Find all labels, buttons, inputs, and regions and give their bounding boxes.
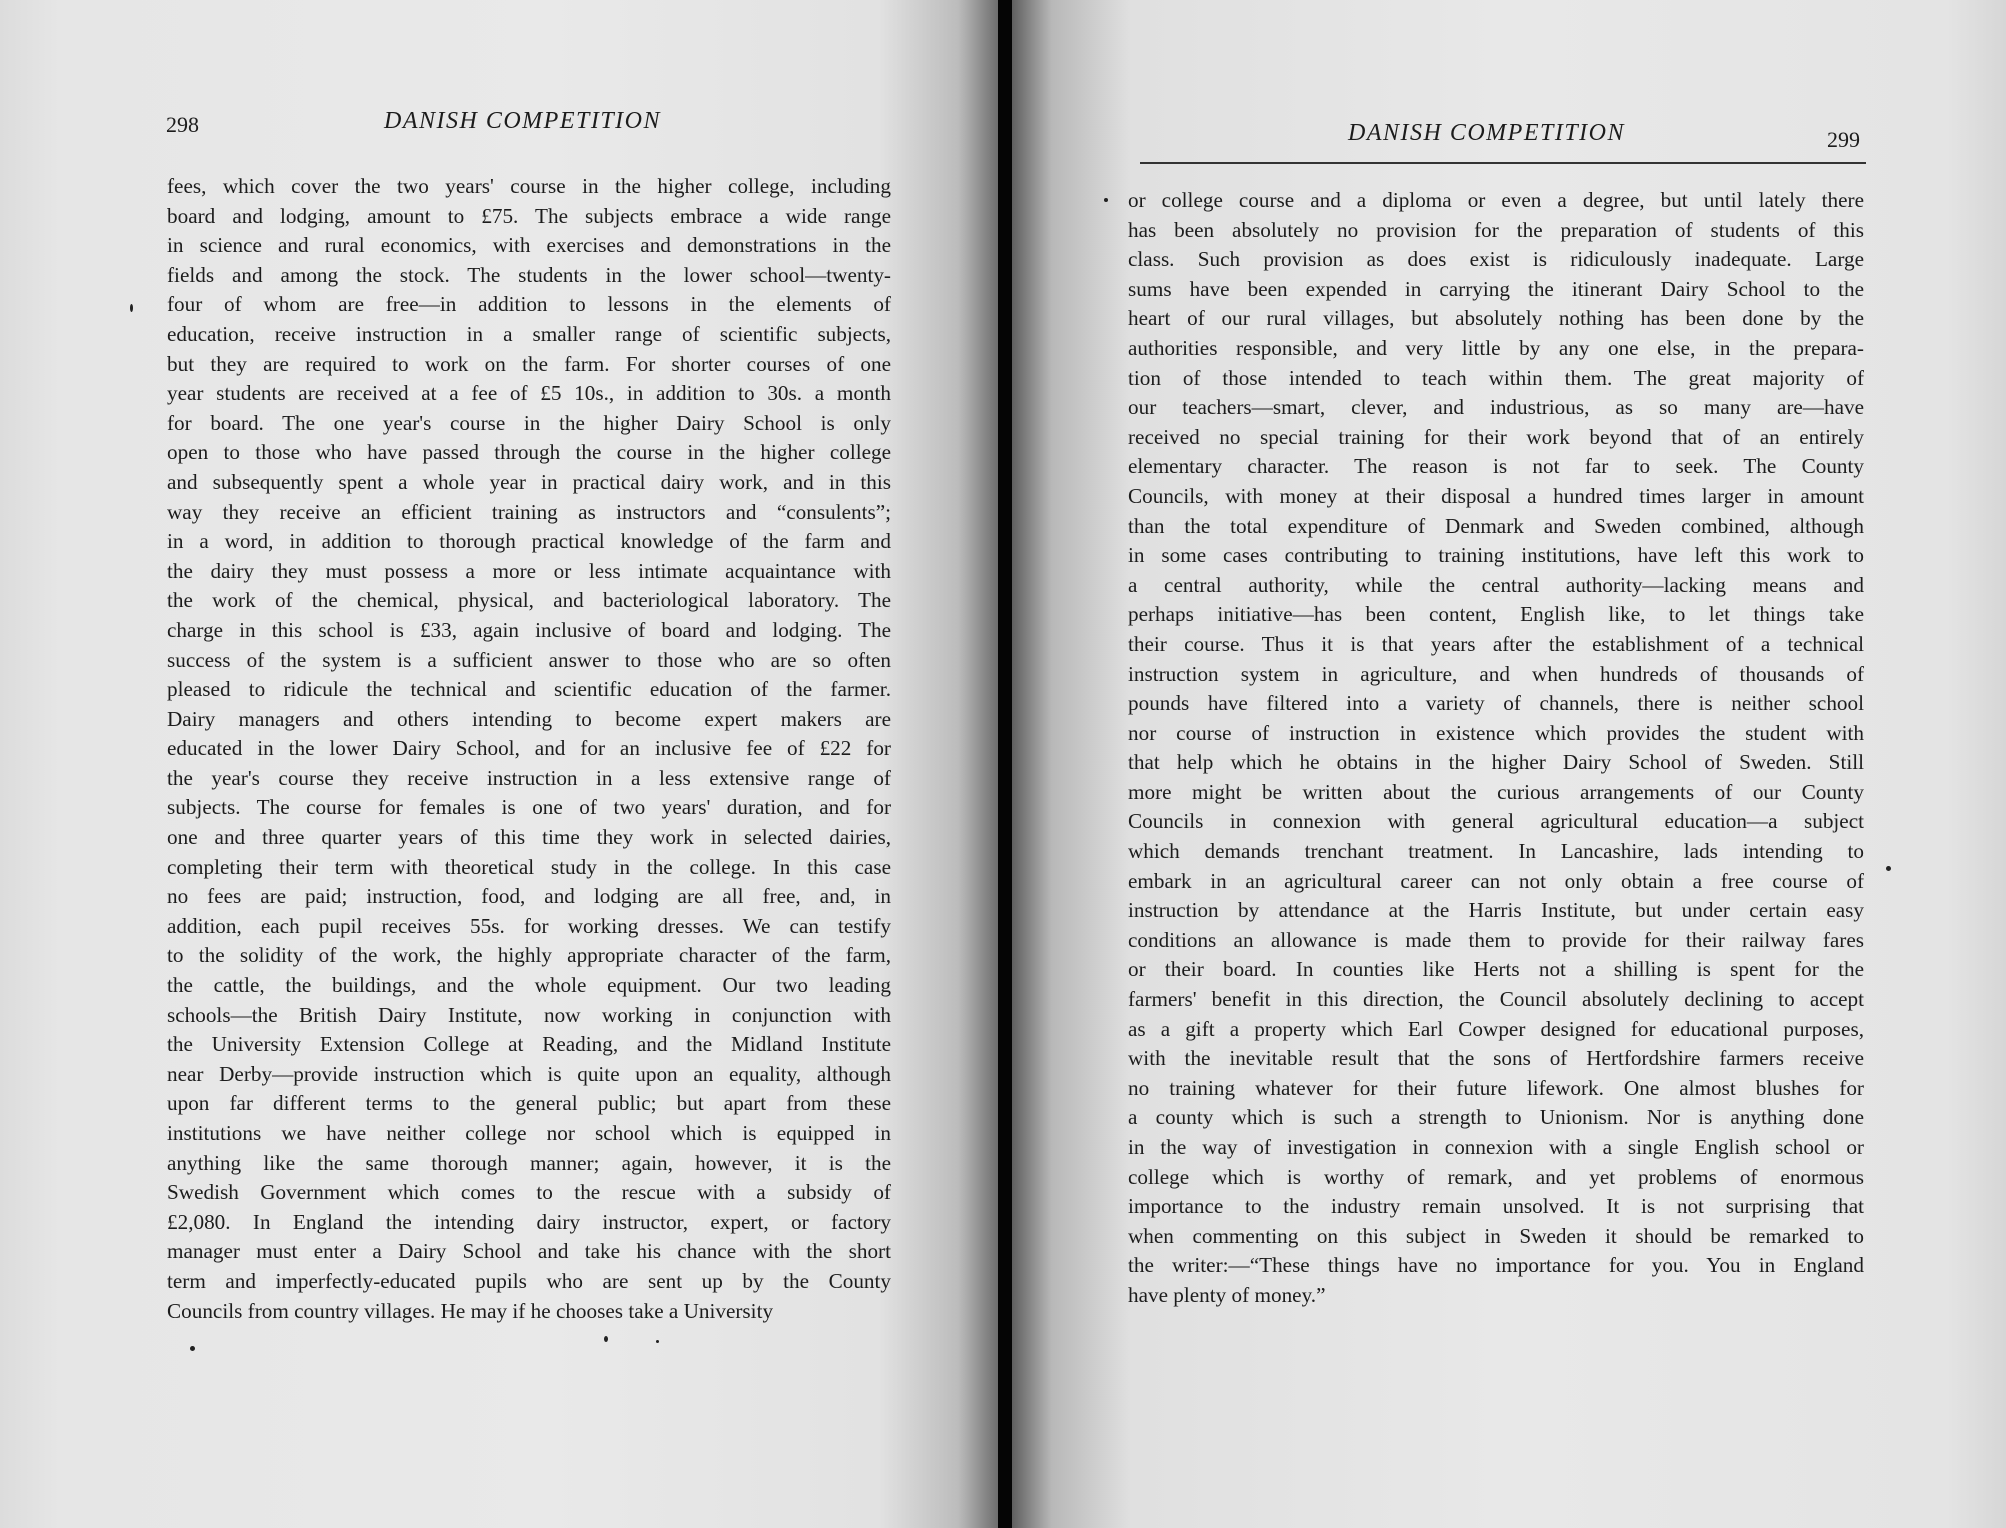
text-line: sums have been expended in carrying the itinerant Dairy School to the: [1128, 276, 1864, 301]
text-line: the cattle, the buildings, and the whole equipment. Our two leading: [167, 973, 891, 998]
print-speck: [190, 1346, 195, 1351]
text-line: manager must enter a Dairy School and take his chance with the short: [167, 1239, 891, 1264]
page-number: 298: [166, 112, 199, 137]
text-line: more might be written about the curious arrangements of our County: [1128, 779, 1864, 804]
text-line: £2,080. In England the intending dairy instructor, expert, or factory: [167, 1209, 891, 1234]
text-line: than the total expenditure of Denmark and Sweden combined, although: [1128, 513, 1864, 538]
text-line: authorities responsible, and very little by any one else, in the prepara-: [1128, 335, 1864, 360]
text-line: Councils, with money at their disposal a hundred times larger in amount: [1128, 483, 1864, 508]
right-page: [1012, 0, 2006, 1528]
text-line: conditions an allowance is made them to provide for their railway fares: [1128, 927, 1864, 952]
text-line: in science and rural economics, with exercises and demonstrations in the: [167, 233, 891, 258]
text-line: charge in this school is £33, again inclusive of board and lodging. The: [167, 617, 891, 642]
text-line: anything like the same thorough manner; again, however, it is the: [167, 1150, 891, 1175]
text-line: and subsequently spent a whole year in practical dairy work, and in this: [167, 469, 891, 494]
text-line: the writer:—“These things have no importance for you. You in England: [1128, 1253, 1864, 1278]
text-line: which demands trenchant treatment. In Lancashire, lads intending to: [1128, 839, 1864, 864]
text-line: when commenting on this subject in Sweden it should be remarked to: [1128, 1223, 1864, 1248]
text-line: the dairy they must possess a more or less intimate acquaintance with: [167, 558, 891, 583]
text-line: with the inevitable result that the sons of Hertfordshire farmers receive: [1128, 1046, 1864, 1071]
text-line: but they are required to work on the farm. For shorter courses of one: [167, 351, 891, 376]
text-line: education, receive instruction in a smaller range of scientific subjects,: [167, 321, 891, 346]
text-line: as a gift a property which Earl Cowper designed for educational purposes,: [1128, 1016, 1864, 1041]
text-line: Councils in connexion with general agricultural education—a subject: [1128, 809, 1864, 834]
text-line: the University Extension College at Reading, and the Midland Institute: [167, 1032, 891, 1057]
text-line: that help which he obtains in the higher Dairy School of Sweden. Still: [1128, 750, 1864, 775]
text-line: educated in the lower Dairy School, and for an inclusive fee of £22 for: [167, 736, 891, 761]
print-speck: [1104, 198, 1108, 202]
text-line: success of the system is a sufficient answer to those who are so often: [167, 647, 891, 672]
text-line: completing their term with theoretical study in the college. In this case: [167, 854, 891, 879]
text-line: tion of those intended to teach within them. The great majority of: [1128, 365, 1864, 390]
text-line: fees, which cover the two years' course in the higher college, including: [167, 174, 891, 198]
text-line: heart of our rural villages, but absolutely nothing has been done by the: [1128, 306, 1864, 331]
text-line: elementary character. The reason is not far to seek. The County: [1128, 454, 1864, 479]
text-line: perhaps initiative—has been content, English like, to let things take: [1128, 602, 1864, 627]
text-line: fields and among the stock. The students in the lower school—twenty-: [167, 262, 891, 287]
text-line: embark in an agricultural career can not only obtain a free course of: [1128, 868, 1864, 893]
text-line: institutions we have neither college nor school which is equipped in: [167, 1121, 891, 1145]
text-line: pleased to ridicule the technical and scientific education of the farmer.: [167, 677, 891, 702]
print-speck: [604, 1336, 608, 1342]
text-line: in some cases contributing to training institutions, have left this work to: [1128, 543, 1864, 568]
text-line: schools—the British Dairy Institute, now working in conjunction with: [167, 1002, 891, 1027]
text-line: or college course and a diploma or even a degree, but until lately there: [1128, 188, 1864, 212]
text-line: has been absolutely no provision for the preparation of students of this: [1128, 217, 1864, 242]
text-line: term and imperfectly-educated pupils who are sent up by the County: [167, 1268, 891, 1293]
text-line: class. Such provision as does exist is ridiculously inadequate. Large: [1128, 247, 1864, 272]
text-line: importance to the industry remain unsolved. It is not surprising that: [1128, 1194, 1864, 1219]
text-line: board and lodging, amount to £75. The subjects embrace a wide range: [167, 203, 891, 228]
text-line: addition, each pupil receives 55s. for working dresses. We can testify: [167, 913, 891, 938]
text-line: instruction by attendance at the Harris Institute, but under certain easy: [1128, 898, 1864, 923]
text-line: near Derby—provide instruction which is quite upon an equality, although: [167, 1061, 891, 1086]
body-text: [167, 172, 891, 1326]
text-line: for board. The one year's course in the higher Dairy School is only: [167, 410, 891, 435]
text-line: nor course of instruction in existence which provides the student with: [1128, 720, 1864, 745]
body-text: [1128, 186, 1864, 1311]
text-line: in the way of investigation in connexion with a single English school or: [1128, 1135, 1864, 1159]
text-line: a county which is such a strength to Unionism. Nor is anything done: [1128, 1105, 1864, 1130]
header-rule: [1140, 162, 1866, 164]
text-line: in a word, in addition to thorough practical knowledge of the farm and: [167, 529, 891, 554]
page-number: 299: [1827, 127, 1860, 152]
text-line: the work of the chemical, physical, and bacteriological laboratory. The: [167, 588, 891, 613]
text-line: have plenty of money.”: [1128, 1282, 1326, 1307]
text-line: four of whom are free—in addition to lessons in the elements of: [167, 292, 891, 317]
text-line: college which is worthy of remark, and yet problems of enormous: [1128, 1164, 1864, 1189]
text-line: farmers' benefit in this direction, the Council absolutely declining to accept: [1128, 987, 1864, 1012]
text-line: Dairy managers and others intending to become expert makers are: [167, 706, 891, 731]
text-line: received no special training for their work beyond that of an entirely: [1128, 424, 1864, 449]
text-line: the year's course they receive instruction in a less extensive range of: [167, 765, 891, 790]
print-speck: [130, 304, 133, 312]
text-line: a central authority, while the central authority—lacking means and: [1128, 572, 1864, 597]
text-line: no fees are paid; instruction, food, and lodging are all free, and, in: [167, 884, 891, 909]
book-gutter: [998, 0, 1012, 1528]
text-line: way they receive an efficient training as instructors and “consulents”;: [167, 499, 891, 524]
text-line: our teachers—smart, clever, and industrious, as so many are—have: [1128, 395, 1864, 420]
text-line: their course. Thus it is that years after the establishment of a technical: [1128, 631, 1864, 656]
running-title: DANISH COMPETITION: [384, 108, 661, 134]
print-speck: [656, 1340, 659, 1343]
text-line: Swedish Government which comes to the rescue with a subsidy of: [167, 1180, 891, 1205]
text-line: instruction system in agriculture, and when hundreds of thousands of: [1128, 661, 1864, 686]
text-line: subjects. The course for females is one of two years' duration, and for: [167, 795, 891, 820]
text-line: upon far different terms to the general public; but apart from these: [167, 1091, 891, 1116]
text-line: one and three quarter years of this time they work in selected dairies,: [167, 825, 891, 850]
text-line: no training whatever for their future lifework. One almost blushes for: [1128, 1075, 1864, 1100]
running-title: DANISH COMPETITION: [1348, 120, 1625, 146]
text-line: Councils from country villages. He may if he chooses take a University: [167, 1298, 774, 1323]
text-line: to the solidity of the work, the highly appropriate character of the farm,: [167, 943, 891, 968]
text-line: pounds have filtered into a variety of channels, there is neither school: [1128, 691, 1864, 716]
text-line: open to those who have passed through the course in the higher college: [167, 440, 891, 465]
text-line: or their board. In counties like Herts not a shilling is spent for the: [1128, 957, 1864, 982]
text-line: year students are received at a fee of £5 10s., in addition to 30s. a month: [167, 381, 891, 406]
left-page: [0, 0, 998, 1528]
print-speck: [1886, 866, 1891, 871]
